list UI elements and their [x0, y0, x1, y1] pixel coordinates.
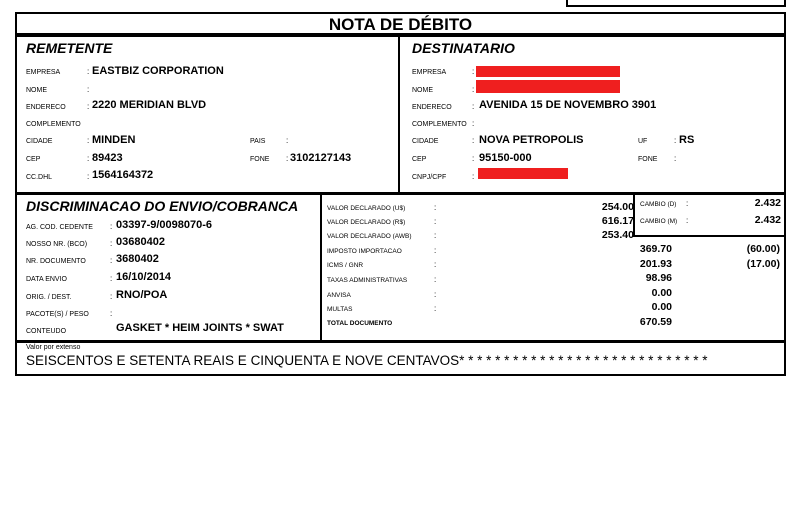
cambio-m-label: CAMBIO (M) — [640, 218, 678, 225]
colon: : — [472, 85, 475, 94]
destinatario-cep-value: 95150-000 — [479, 152, 532, 164]
imposto-label: IMPOSTO IMPORTACAO — [327, 248, 402, 255]
destinatario-endereco-label: ENDERECO — [412, 104, 452, 111]
colon: : — [472, 119, 475, 128]
extenso-label: Valor por extenso — [26, 344, 81, 351]
conteudo-value: GASKET * HEIM JOINTS * SWAT — [116, 322, 284, 334]
taxas-label: TAXAS ADMINISTRATIVAS — [327, 277, 408, 284]
ag-value: 03397-9/0098070-6 — [116, 219, 213, 231]
remetente-fone-label: FONE — [250, 156, 270, 163]
title-bar — [15, 12, 786, 35]
colon: : — [472, 172, 475, 181]
taxas-value: 98.96 — [645, 272, 672, 284]
destinatario-endereco-value: AVENIDA 15 DE NOVEMBRO 3901 — [479, 99, 657, 111]
vd-awb-value: 253.40 — [601, 229, 634, 241]
total-value: 670.59 — [639, 316, 672, 328]
colon: : — [434, 260, 437, 269]
vd-usd-value: 254.00 — [601, 201, 634, 213]
doc-value: 3680402 — [116, 253, 159, 265]
anvisa-label: ANVISA — [327, 292, 351, 299]
total-label: TOTAL DOCUMENTO — [327, 320, 393, 327]
remetente-complemento-label: COMPLEMENTO — [26, 121, 81, 128]
data-value: 16/10/2014 — [116, 271, 172, 283]
colon: : — [472, 154, 475, 163]
colon: : — [286, 154, 289, 163]
destinatario-uf-value: RS — [679, 134, 695, 146]
colon: : — [434, 231, 437, 240]
nosso-label: NOSSO NR. (BCO) — [26, 241, 88, 248]
destinatario-complemento-label: COMPLEMENTO — [412, 121, 467, 128]
remetente-cidade-label: CIDADE — [26, 138, 53, 145]
colon: : — [110, 256, 113, 265]
destinatario-empresa-label: EMPRESA — [412, 69, 447, 76]
destinatario-cnpj-label: CNPJ/CPF — [412, 174, 447, 181]
remetente-endereco-label: ENDERECO — [26, 104, 66, 111]
colon: : — [674, 154, 677, 163]
vd-brl-label: VALOR DECLARADO (R$) — [327, 219, 406, 226]
colon: : — [87, 85, 90, 94]
colon: : — [110, 222, 113, 231]
destinatario-cep-label: CEP — [412, 156, 427, 163]
anvisa-value: 0.00 — [651, 287, 672, 299]
colon: : — [110, 274, 113, 283]
doc-label: NR. DOCUMENTO — [26, 258, 86, 265]
destinatario-uf-label: UF — [638, 138, 648, 145]
top-stub-text — [628, 0, 633, 1]
remetente-pais-label: PAIS — [250, 138, 266, 145]
colon: : — [472, 102, 475, 111]
colon: : — [686, 199, 689, 208]
destinatario-fone-label: FONE — [638, 156, 658, 163]
discriminacao-heading: DISCRIMINACAO DO ENVIO/COBRANCA — [26, 198, 299, 214]
ag-label: AG. COD. CEDENTE — [26, 224, 93, 231]
colon: : — [674, 136, 677, 145]
colon: : — [110, 309, 113, 318]
colon: : — [87, 136, 90, 145]
imposto-value: 369.70 — [639, 243, 672, 255]
remetente-ccdhl-value: 1564164372 — [92, 169, 154, 181]
icms-extra: (17.00) — [746, 258, 780, 270]
colon: : — [286, 136, 289, 145]
remetente-endereco-value: 2220 MERIDIAN BLVD — [92, 99, 207, 111]
remetente-empresa-value: EASTBIZ CORPORATION — [92, 65, 224, 77]
vd-usd-label: VALOR DECLARADO (U$) — [327, 205, 406, 212]
colon: : — [87, 102, 90, 111]
vd-awb-label: VALOR DECLARADO (AWB) — [327, 233, 412, 240]
remetente-empresa-label: EMPRESA — [26, 69, 61, 76]
icms-label: ICMS / GNR — [327, 262, 364, 269]
orig-value: RNO/POA — [116, 289, 168, 301]
page-title: NOTA DE DÉBITO — [328, 15, 473, 34]
remetente-heading: REMETENTE — [26, 40, 113, 56]
vd-brl-value: 616.17 — [601, 215, 634, 227]
colon: : — [87, 154, 90, 163]
colon: : — [434, 203, 437, 212]
colon: : — [110, 292, 113, 301]
icms-value: 201.93 — [639, 258, 672, 270]
remetente-ccdhl-label: CC.DHL — [26, 174, 53, 181]
colon: : — [110, 239, 113, 248]
redacted-cnpj — [478, 168, 568, 179]
colon: : — [434, 275, 437, 284]
data-label: DATA ENVIO — [26, 276, 67, 283]
colon: : — [434, 217, 437, 226]
orig-label: ORIG. / DEST. — [26, 294, 72, 301]
redacted-empresa — [476, 66, 620, 77]
extenso-value: SEISCENTOS E SETENTA REAIS E CINQUENTA E NOVE CENTAVOS* * * * * * * * * * * * * * * * * * * * * * * * * * * * — [26, 353, 708, 368]
cambio-d-label: CAMBIO (D) — [640, 201, 677, 208]
pacote-label: PACOTE(S) / PESO — [26, 311, 89, 318]
redacted-nome — [476, 80, 620, 93]
parties-divider — [398, 35, 400, 194]
remetente-cep-value: 89423 — [92, 152, 123, 164]
colon: : — [434, 290, 437, 299]
destinatario-heading: DESTINATARIO — [412, 40, 515, 56]
multas-label: MULTAS — [327, 306, 353, 313]
colon: : — [686, 216, 689, 225]
remetente-fone-value: 3102127143 — [290, 152, 352, 164]
nosso-value: 03680402 — [116, 236, 165, 248]
imposto-extra: (60.00) — [746, 243, 780, 255]
colon: : — [87, 172, 90, 181]
destinatario-cidade-value: NOVA PETROPOLIS — [479, 134, 584, 146]
cambio-m-value: 2.432 — [754, 214, 781, 226]
colon: : — [434, 246, 437, 255]
conteudo-label: CONTEUDO — [26, 328, 67, 335]
colon: : — [87, 67, 90, 76]
remetente-nome-label: NOME — [26, 87, 47, 94]
remetente-cep-label: CEP — [26, 156, 41, 163]
top-stub-box — [566, 0, 786, 7]
colon: : — [472, 67, 475, 76]
multas-value: 0.00 — [651, 301, 672, 313]
colon: : — [472, 136, 475, 145]
destinatario-cidade-label: CIDADE — [412, 138, 439, 145]
remetente-cidade-value: MINDEN — [92, 134, 136, 146]
discriminacao-divider — [320, 193, 322, 342]
cambio-d-value: 2.432 — [754, 197, 781, 209]
destinatario-nome-label: NOME — [412, 87, 433, 94]
colon: : — [434, 304, 437, 313]
